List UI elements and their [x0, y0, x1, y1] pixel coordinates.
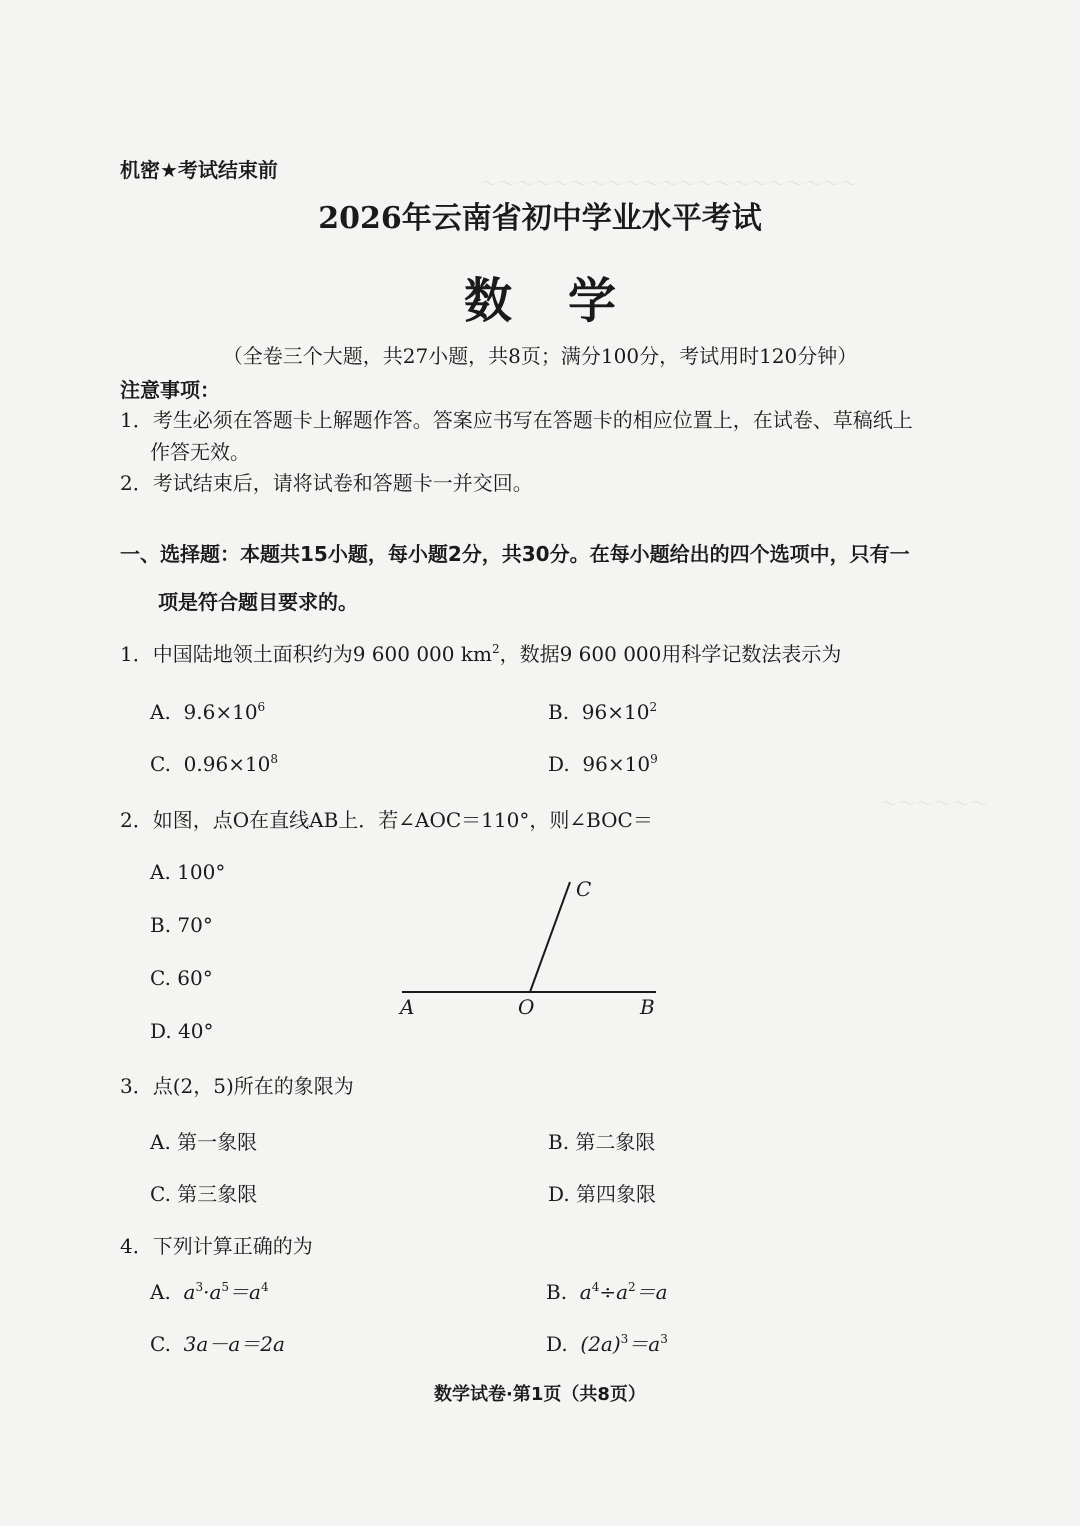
label-a: A: [400, 995, 415, 1019]
paper-info: （全卷三个大题，共27小题，共8页；满分100分，考试用时120分钟）: [222, 344, 858, 368]
bleed-through-text: ～～～～～～～～～～～～～～～～～～～～～: [480, 174, 858, 195]
q1-option-c: C. $0.96\times 10^8$: [150, 752, 279, 776]
q4-option-d: D. $(2a)^3=a^3$: [546, 1332, 668, 1356]
q2-option-b: B. 70°: [150, 913, 213, 937]
exam-title: 2026年云南省初中学业水平考试: [318, 201, 762, 236]
q3-option-b: B. 第二象限: [548, 1130, 656, 1154]
subject-title: 数学: [463, 273, 672, 329]
notice-heading: 注意事项：: [120, 378, 220, 402]
page-footer: 数学试卷·第1页（共8页）: [434, 1384, 646, 1405]
q2-option-c: C. 60°: [150, 966, 213, 990]
bleed-through-text: ～～～～～～: [880, 794, 988, 815]
q1-stem: 1．中国陆地领土面积约为9 600 000 $km^2$，数据9 600 000用科学记数法表示为: [120, 642, 842, 666]
q3-option-c: C. 第三象限: [150, 1182, 258, 1206]
q1-option-a: A. $9.6\times 10^6$: [150, 700, 266, 724]
q3-stem: 3．点(2，5)所在的象限为: [120, 1074, 354, 1098]
q2-option-a: A. 100°: [150, 860, 226, 884]
section-1-heading-cont: 项是符合题目要求的。: [158, 590, 358, 614]
q4-option-c: C. 3a－a＝2a: [150, 1332, 285, 1356]
notice-item-2: 2．考试结束后，请将试卷和答题卡一并交回。: [120, 471, 533, 495]
notice-item-1: 1．考生必须在答题卡上解题作答。答案应书写在答题卡的相应位置上，在试卷、草稿纸上: [120, 408, 913, 432]
section-1-heading: 一、选择题：本题共15小题，每小题2分，共30分。在每小题给出的四个选项中，只有一: [120, 542, 910, 566]
confidential-label: 机密★考试结束前: [120, 158, 278, 182]
ray-oc: [530, 882, 570, 992]
q1-option-b: B. $96\times 10^2$: [548, 700, 658, 724]
q3-option-d: D. 第四象限: [548, 1182, 657, 1206]
q3-option-a: A. 第一象限: [150, 1130, 258, 1154]
label-b: B: [640, 995, 655, 1019]
q4-option-a: A. $a^3\cdot a^5=a^4$: [150, 1280, 269, 1304]
q2-stem: 2．如图，点O在直线AB上．若∠AOC＝110°，则∠BOC＝: [120, 808, 653, 832]
q2-option-d: D. 40°: [150, 1019, 214, 1043]
q4-option-b: B. $a^4\div a^2=a$: [546, 1280, 668, 1304]
notice-item-1-cont: 作答无效。: [150, 440, 250, 464]
q1-option-d: D. $96\times 10^9$: [548, 752, 658, 776]
angle-figure: [390, 872, 670, 1022]
label-o: O: [518, 995, 535, 1019]
q4-stem: 4．下列计算正确的为: [120, 1234, 313, 1258]
label-c: C: [576, 877, 592, 901]
